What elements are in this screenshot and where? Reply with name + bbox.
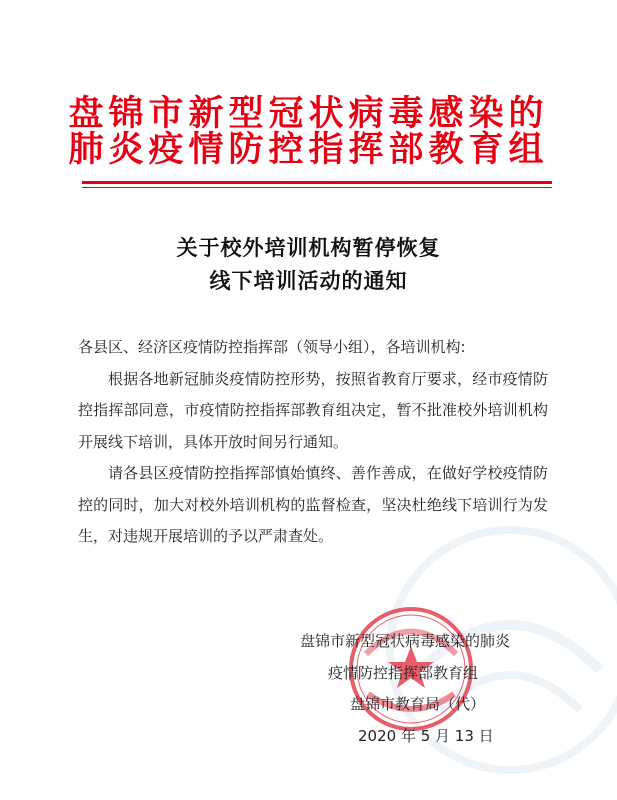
issuer-header [0,93,617,170]
paragraph-1: 根据各地新冠肺炎疫情防控形势，按照省教育厅要求，经市疫情防控指挥部同意，市疫情防控指挥部教育组决定，暂不批准校外培训机构开展线下培训，具体开放时间另行通知。 [78,369,548,451]
header-line-2: 肺炎疫情防控指挥部教育组 [68,129,549,170]
document-body [78,332,548,553]
paragraph-2: 请各县区疫情防控指挥部慎始慎终、善作善成，在做好学校疫情防控的同时，加大对校外培训机构的监督检查，坚决杜绝线下培训行为发生，对违规开展培训的予以严肃查处。 [78,464,548,545]
title-line-1: 关于校外培训机构暂停恢复 [176,236,441,260]
salutation: 各县区、经济区疫情防控指挥部（领导小组），各培训机构: [78,338,466,356]
header-line-1: 盘锦市新型冠状病毒感染的 [68,93,549,134]
document-title [0,232,617,298]
header-rule-thin [82,187,552,188]
signature-line-1: 盘锦市新型冠状病毒感染的肺炎 [300,632,511,650]
signature-line-2: 疫情防控指挥部教育组 [328,663,479,682]
signature-block [280,626,580,752]
title-line-2: 线下培训活动的通知 [209,269,408,293]
signature-date: 2020 年 5 月 13 日 [358,726,494,745]
header-rule-thick [82,181,552,184]
signature-line-3: 盘锦市教育局（代） [350,695,486,713]
